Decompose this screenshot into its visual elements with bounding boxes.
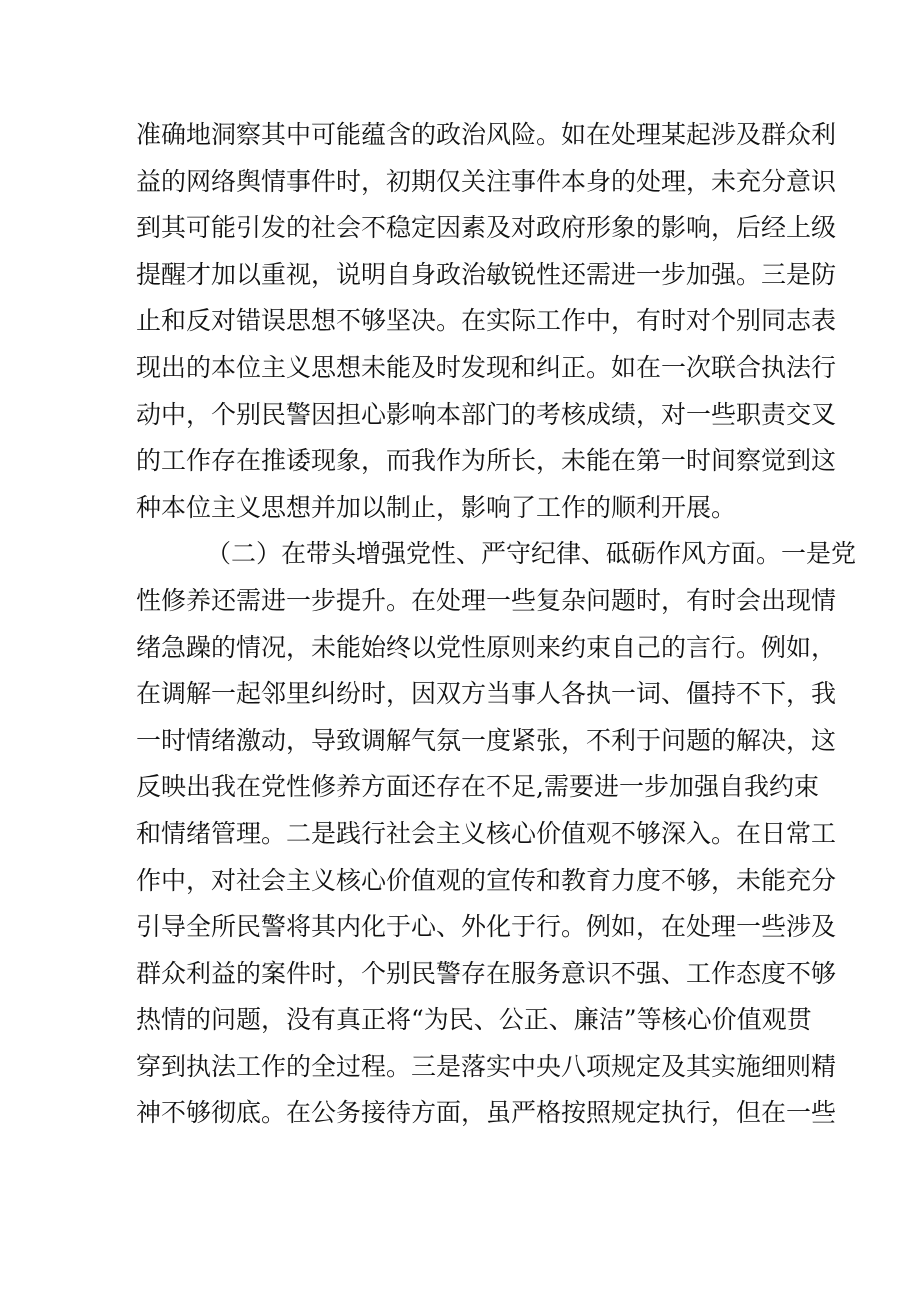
text-line: 神不够彻底。在公务接待方面，虽严格按照规定执行，但在一些 xyxy=(136,1098,837,1128)
section-heading-line: （二）在带头增强党性、严守纪律、砥砺作风方面。一是党 xyxy=(206,539,857,569)
text-line: 穿到执法工作的全过程。三是落实中央八项规定及其实施细则精 xyxy=(136,1051,837,1081)
text-line: 准确地洞察其中可能蕴含的政治风险。如在处理某起涉及群众利 xyxy=(136,120,837,149)
text-line: 作中，对社会主义核心价值观的宣传和教育力度不够，未能充分 xyxy=(136,865,837,895)
text-line: 引导全所民警将其内化于心、外化于行。例如，在处理一些涉及 xyxy=(136,912,837,942)
text-line: 热情的问题，没有真正将“为民、公正、廉洁”等核心价值观贯 xyxy=(136,1005,812,1035)
document-body-text xyxy=(136,112,857,1137)
text-line: 止和反对错误思想不够坚决。在实际工作中，有时对个别同志表 xyxy=(136,306,837,336)
text-line: 反映出我在党性修养方面还存在不足,需要进一步加强自我约束 xyxy=(136,772,819,802)
text-line: 性修养还需进一步提升。在处理一些复杂问题时，有时会出现情 xyxy=(136,585,837,615)
text-line: 益的网络舆情事件时，初期仅关注事件本身的处理，未充分意识 xyxy=(136,166,837,196)
text-line: 和情绪管理。二是践行社会主义核心价值观不够深入。在日常工 xyxy=(136,818,837,848)
text-line: 一时情绪激动，导致调解气氛一度紧张，不利于问题的解决，这 xyxy=(136,725,837,755)
text-line: 种本位主义思想并加以制止，影响了工作的顺利开展。 xyxy=(136,492,737,522)
text-line: 群众利益的案件时，个别民警存在服务意识不强、工作态度不够 xyxy=(136,958,837,988)
text-line: 现出的本位主义思想未能及时发现和纠正。如在一次联合执法行 xyxy=(136,352,837,382)
text-line: 提醒才加以重视，说明自身政治敏锐性还需进一步加强。三是防 xyxy=(136,259,837,289)
text-line: 在调解一起邻里纠纷时，因双方当事人各执一词、僵持不下，我 xyxy=(136,679,837,709)
text-line: 到其可能引发的社会不稳定因素及对政府形象的影响，后经上级 xyxy=(136,213,837,243)
text-line: 绪急躁的情况，未能始终以党性原则来约束自己的言行。例如， xyxy=(136,632,837,662)
text-line: 的工作存在推诿现象，而我作为所长，未能在第一时间察觉到这 xyxy=(136,446,837,476)
text-line: 动中，个别民警因担心影响本部门的考核成绩，对一些职责交叉 xyxy=(136,399,837,429)
